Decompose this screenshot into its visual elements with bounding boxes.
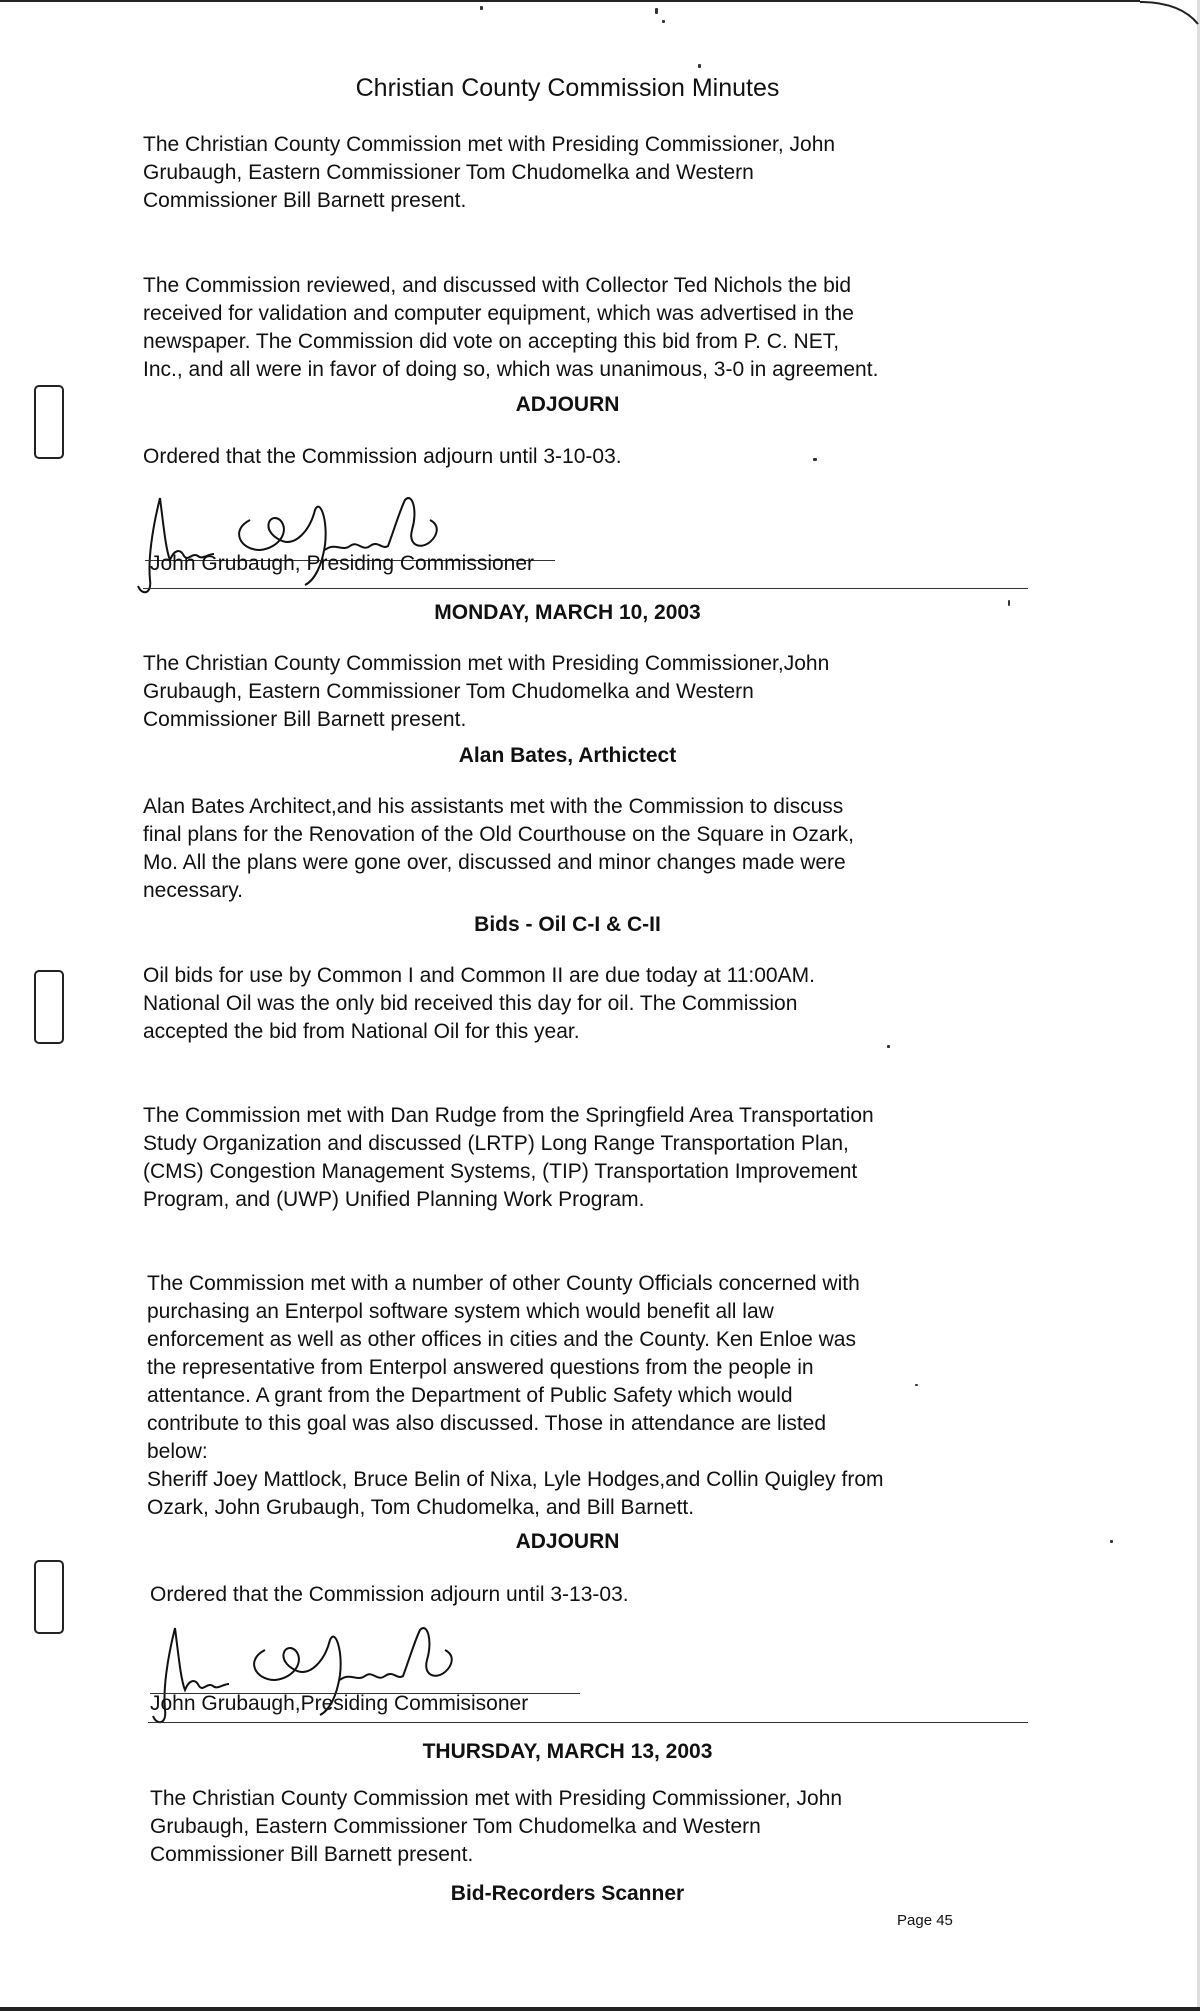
- scan-speck: [662, 20, 665, 23]
- scanner-bid-heading: Bid-Recorders Scanner: [450, 1882, 685, 1905]
- march-13-attendance-paragraph: The Christian County Commission met with Presiding Commissioner, John Grubaugh, Eastern Commissioner Tom Chudomelka and Western Commissioner Bill Barnett present.: [150, 1787, 843, 1866]
- page-number: Page 45: [897, 1912, 953, 1929]
- scan-speck: [480, 6, 483, 10]
- signature-caption: John Grubaugh, Presiding Commissioner: [150, 552, 535, 575]
- opening-paragraph: The Christian County Commission met with Presiding Commissioner, John Grubaugh, Eastern Commissioner Tom Chudomelka and Western Commissioner Bill Barnett present.: [143, 133, 836, 212]
- scan-speck: [915, 1384, 918, 1386]
- page-title: Christian County Commission Minutes: [355, 74, 780, 102]
- adjourn-heading: ADJOURN: [515, 393, 620, 416]
- architect-heading: Alan Bates, Arthictect: [458, 744, 677, 767]
- march-10-attendance-paragraph: The Christian County Commission met with Presiding Commissioner,John Grubaugh, Eastern Commissioner Tom Chudomelka and Western Commissioner Bill Barnett present.: [143, 652, 830, 731]
- date-heading-march-10: MONDAY, MARCH 10, 2003: [434, 601, 701, 624]
- scan-speck: [655, 8, 658, 14]
- scan-edge-top: [0, 0, 1140, 2]
- transportation-paragraph: The Commission met with Dan Rudge from the Springfield Area Transportation Study Organization and discussed (LRTP) Long Range Transportation Plan, (CMS) Congestion Management Systems, (TIP) Transportation Improvement Program, and (UWP) Unified Planning Work Program.: [143, 1104, 874, 1211]
- bid-validation-paragraph: The Commission reviewed, and discussed with Collector Ted Nichols the bid received for validation and computer equipment, which was advertised in the newspaper. The Commission did vote on accepting this bid from P. C. NET, Inc., and all were in favor of doing so, which was unanimous, 3-0 in agreement.: [143, 274, 879, 381]
- binder-punch-hole: [34, 1560, 64, 1634]
- oil-bids-heading: Bids - Oil C-I & C-II: [474, 913, 661, 936]
- page-corner-curl-icon: [1140, 0, 1200, 30]
- section-divider: [143, 588, 1028, 589]
- architect-paragraph: Alan Bates Architect,and his assistants met with the Commission to discuss final plans for the Renovation of the Old Courthouse on the Square in Ozark, Mo. All the plans were gone over, discussed and minor changes made were necessary.: [143, 795, 854, 902]
- binder-punch-hole: [34, 970, 64, 1044]
- adjourn-text: Ordered that the Commission adjourn until 3-10-03.: [143, 445, 622, 468]
- scan-edge-bottom: [0, 2007, 1200, 2011]
- scan-speck: [813, 458, 817, 461]
- enterpol-paragraph: The Commission met with a number of other County Officials concerned with purchasing an Enterpol software system which would benefit all law enforcement as well as other offices in cities and the County. Ken Enloe was the representative from Enterpol answered questions from the people in attentance. A grant from the Department of Public Safety which would contribute to this goal was also discussed. Those in attendance are listed below: Sheriff Joey Mattlock, Bruce Belin of Nixa, Lyle Hodges,and Collin Quigley from Ozark, John Grubaugh, Tom Chudomelka, and Bill Barnett.: [147, 1272, 884, 1519]
- date-heading-march-13: THURSDAY, MARCH 13, 2003: [422, 1740, 713, 1763]
- scan-speck: [887, 1045, 890, 1048]
- scan-speck: [698, 64, 701, 68]
- adjourn-heading-2: ADJOURN: [515, 1530, 620, 1553]
- handwritten-signature: [130, 490, 470, 600]
- section-divider: [148, 1722, 1028, 1723]
- signature-caption: John Grubaugh,Presiding Commisisoner: [150, 1692, 529, 1715]
- oil-bids-paragraph: Oil bids for use by Common I and Common II are due today at 11:00AM. National Oil was the only bid received this day for oil. The Commission accepted the bid from National Oil for this year.: [143, 964, 815, 1043]
- adjourn-text-2: Ordered that the Commission adjourn until 3-13-03.: [150, 1583, 629, 1606]
